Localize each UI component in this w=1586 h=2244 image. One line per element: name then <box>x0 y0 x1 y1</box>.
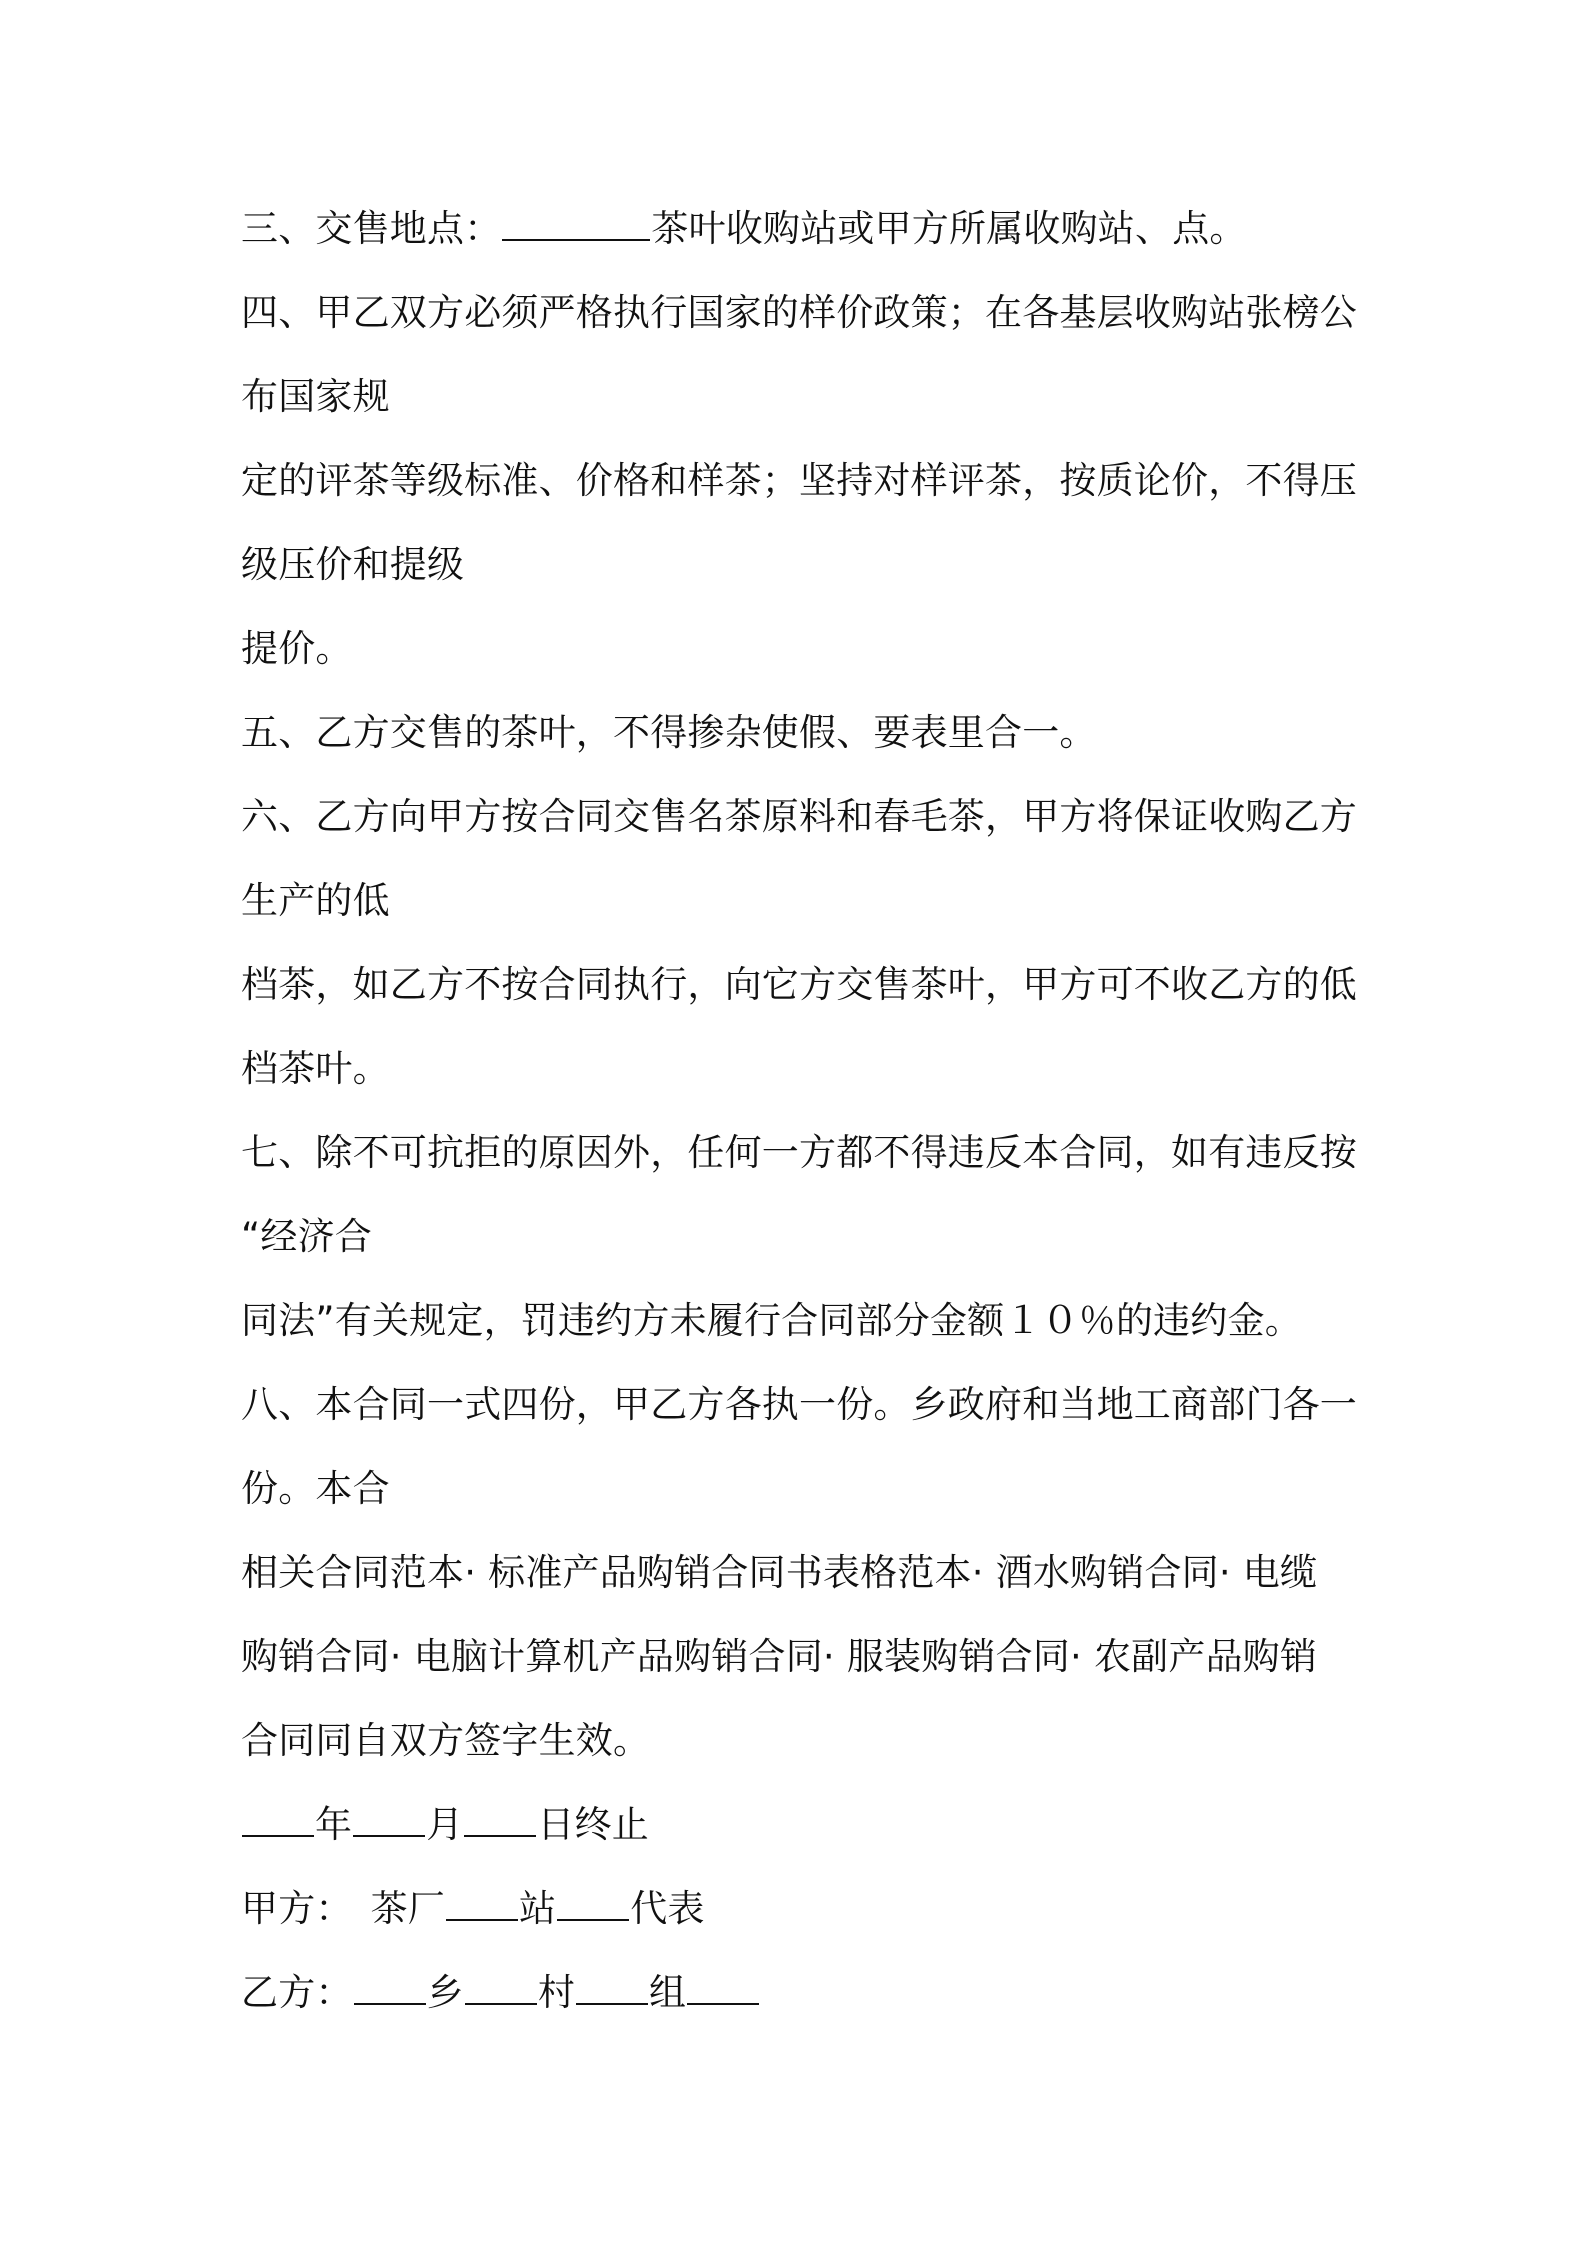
blank-field <box>465 1967 537 2005</box>
clause-7-line-3: 同法”有关规定，罚违约方未履行合同部分金额１０％的违约金。 <box>241 1299 1302 1342</box>
clause-6-line-2: 生产的低 <box>241 879 390 922</box>
clause-6-line-1: 六、乙方向甲方按合同交售名茶原料和春毛茶，甲方将保证收购乙方 <box>241 795 1357 838</box>
year-label: 年 <box>315 1803 353 1846</box>
clause-6-line-4: 档茶叶。 <box>241 1047 390 1090</box>
clause-4-line-5: 提价。 <box>241 627 353 670</box>
clause-8-line-3: 相关合同范本· 标准产品购销合同书表格范本· 酒水购销合同· 电缆 <box>241 1551 1318 1594</box>
clause-4-line-2: 布国家规 <box>241 375 390 418</box>
clause-4-line-4: 级压价和提级 <box>241 543 465 586</box>
party-b-township: 乡 <box>426 1971 464 2014</box>
blank-field <box>557 1883 629 1921</box>
day-end-label: 日终止 <box>537 1803 650 1846</box>
party-a-factory: 茶厂 <box>370 1887 446 1930</box>
clause-8-line-2: 份。本合 <box>241 1467 390 1510</box>
blank-field <box>242 1799 314 1837</box>
party-a-line <box>241 1879 705 1939</box>
party-b-village: 村 <box>537 1971 576 2014</box>
party-b-line <box>241 1963 760 2023</box>
termination-date-line <box>241 1795 649 1855</box>
clause-4-line-3: 定的评茶等级标准、价格和样茶；坚持对样评茶，按质论价，不得压 <box>241 459 1357 502</box>
clause-8-line-5: 合同同自双方签字生效。 <box>241 1719 651 1762</box>
blank-field <box>353 1799 425 1837</box>
blank-field <box>354 1967 426 2005</box>
blank-field <box>464 1799 536 1837</box>
clause-3-suffix: 茶叶收购站或甲方所属收购站、点。 <box>651 207 1247 250</box>
clause-8-line-4: 购销合同· 电脑计算机产品购销合同· 服装购销合同· 农副产品购销 <box>241 1635 1318 1678</box>
month-label: 月 <box>426 1803 464 1846</box>
clause-4-line-1: 四、甲乙双方必须严格执行国家的样价政策；在各基层收购站张榜公 <box>241 291 1357 334</box>
clause-3-line <box>241 199 1247 259</box>
clause-7-line-2: “经济合 <box>241 1215 372 1258</box>
blank-field <box>687 1967 759 2005</box>
clause-7-line-1: 七、除不可抗拒的原因外，任何一方都不得违反本合同，如有违反按 <box>241 1131 1357 1174</box>
party-a-label: 甲方： <box>241 1887 353 1930</box>
party-b-label: 乙方： <box>241 1971 353 2014</box>
clause-8-line-1: 八、本合同一式四份，甲乙方各执一份。乡政府和当地工商部门各一 <box>241 1383 1357 1426</box>
blank-field <box>446 1883 518 1921</box>
clause-5-line-1: 五、乙方交售的茶叶，不得掺杂使假、要表里合一。 <box>241 711 1097 754</box>
blank-field <box>502 203 650 241</box>
blank-field <box>576 1967 648 2005</box>
party-a-station: 站 <box>519 1887 557 1930</box>
clause-3-prefix: 三、交售地点： <box>241 207 502 250</box>
party-b-group: 组 <box>649 1971 687 2014</box>
clause-6-line-3: 档茶，如乙方不按合同执行，向它方交售茶叶，甲方可不收乙方的低 <box>241 963 1357 1006</box>
party-a-rep: 代表 <box>630 1887 705 1930</box>
